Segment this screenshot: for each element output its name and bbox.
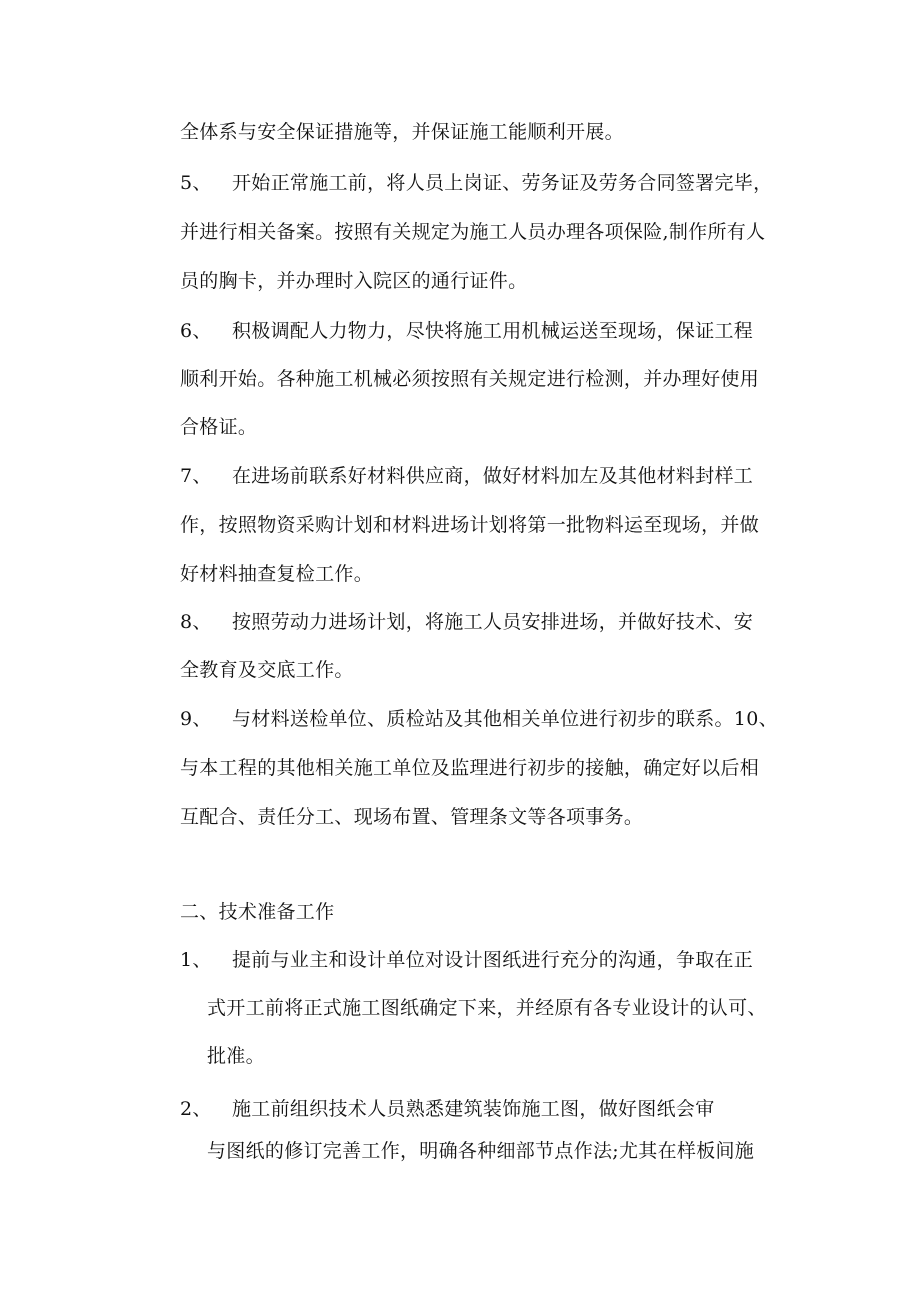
list-item-5-line — [180, 170, 772, 196]
list-number: 6、 — [180, 320, 212, 342]
list-item-5-line: 员的胸卡，并办理时入院区的通行证件。 — [180, 270, 528, 292]
list-number: 2、 — [180, 1098, 212, 1120]
list-item-text: 与材料送检单位、质检站及其他相关单位进行初步的联系。10、 — [232, 708, 778, 730]
list-item-6-line — [180, 318, 753, 344]
tech-item-1-line: 批准。 — [207, 1045, 265, 1067]
list-item-7-line: 作，按照物资采购计划和材料进场计划将第一批物料运至现场，并做 — [180, 514, 760, 536]
list-item-6-line: 顺利开始。各种施工机械必须按照有关规定进行检测，并办理好使用 — [180, 368, 760, 390]
list-item-text: 开始正常施工前，将人员上岗证、劳务证及劳务合同签署完毕， — [232, 172, 773, 194]
list-item-7-line: 好材料抽查复检工作。 — [180, 563, 374, 585]
list-item-9-line — [180, 706, 778, 732]
tech-item-1-line — [180, 947, 753, 973]
list-item-5-line: 并进行相关备案。按照有关规定为施工人员办理各项保险,制作所有人 — [180, 221, 766, 243]
tech-item-2-line — [180, 1096, 715, 1122]
list-item-8-line: 全教育及交底工作。 — [180, 659, 354, 681]
list-item-9-line: 与本工程的其他相关施工单位及监理进行初步的接触，确定好以后相 — [180, 757, 760, 779]
list-item-6-line: 合格证。 — [180, 416, 258, 438]
list-number: 7、 — [180, 465, 212, 487]
paragraph-line: 全体系与安全保证措施等，并保证施工能顺利开展。 — [180, 121, 624, 143]
tech-item-2-line: 与图纸的修订完善工作，明确各种细部节点作法;尤其在样板间施 — [207, 1140, 755, 1162]
list-number: 8、 — [180, 611, 212, 633]
list-number: 9、 — [180, 708, 212, 730]
tech-item-1-line: 式开工前将正式施工图纸确定下来，并经原有各专业设计的认可、 — [207, 997, 767, 1019]
list-item-text: 施工前组织技术人员熟悉建筑装饰施工图，做好图纸会审 — [232, 1098, 715, 1120]
list-item-text: 在进场前联系好材料供应商，做好材料加左及其他材料封样工 — [232, 465, 754, 487]
list-item-7-line — [180, 463, 753, 489]
list-number: 5、 — [180, 172, 212, 194]
list-number: 1、 — [180, 949, 212, 971]
list-item-text: 积极调配人力物力，尽快将施工用机械运送至现场，保证工程 — [232, 320, 754, 342]
list-item-text: 按照劳动力进场计划，将施工人员安排进场，并做好技术、安 — [232, 611, 754, 633]
list-item-8-line — [180, 609, 753, 635]
section-heading: 二、技术准备工作 — [180, 901, 335, 923]
list-item-text: 提前与业主和设计单位对设计图纸进行充分的沟通，争取在正 — [232, 949, 754, 971]
list-item-9-line: 互配合、责任分工、现场布置、管理条文等各项事务。 — [180, 806, 644, 828]
